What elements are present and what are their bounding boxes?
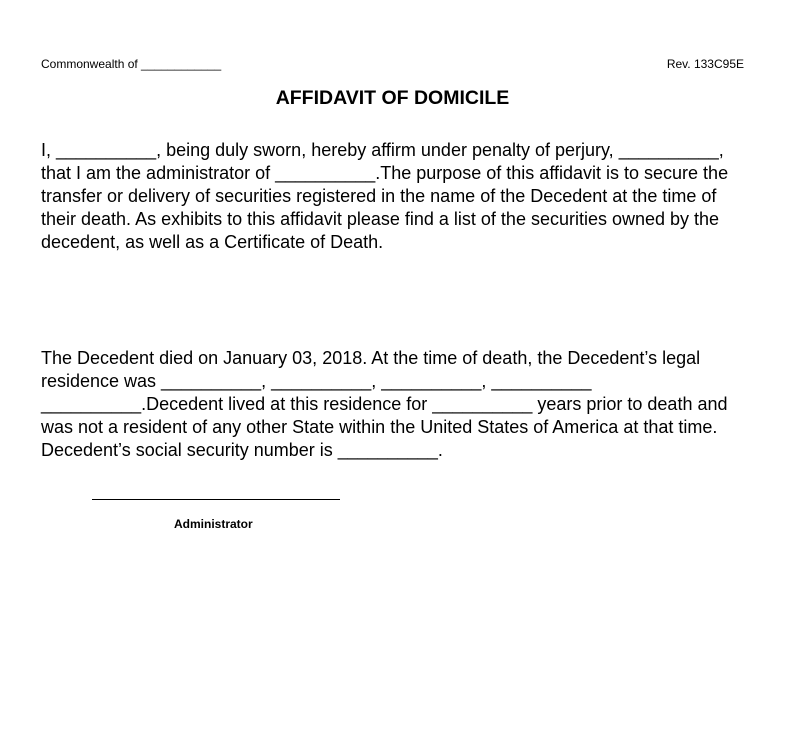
decedent-paragraph: The Decedent died on January 03, 2018. At the time of death, the Decedent’s legal residence was __________, __________, __________, __________ __________.Decedent lived at this residence for __________ years prior to death and was not a resident of any other State within the United States of America at that time. Decedent’s social security number is __________. — [41, 348, 728, 460]
revision-number: Rev. 133C95E — [666, 57, 744, 71]
commonwealth-field: Commonwealth of ____________ — [41, 57, 222, 71]
affirmation-paragraph: I, __________, being duly sworn, hereby affirm under penalty of perjury, __________, that I am the administrator of __________.The purpose of this affidavit is to secure the transfer or delivery of securities registered in the name of the Decedent at the time of their death. As exhibits to this affidavit please find a list of the securities owned by the decedent, as well as a Certificate of Death. — [41, 140, 729, 252]
signature-label: Administrator — [174, 517, 253, 531]
document-title: AFFIDAVIT OF DOMICILE — [275, 87, 510, 109]
signature-line — [92, 499, 340, 500]
